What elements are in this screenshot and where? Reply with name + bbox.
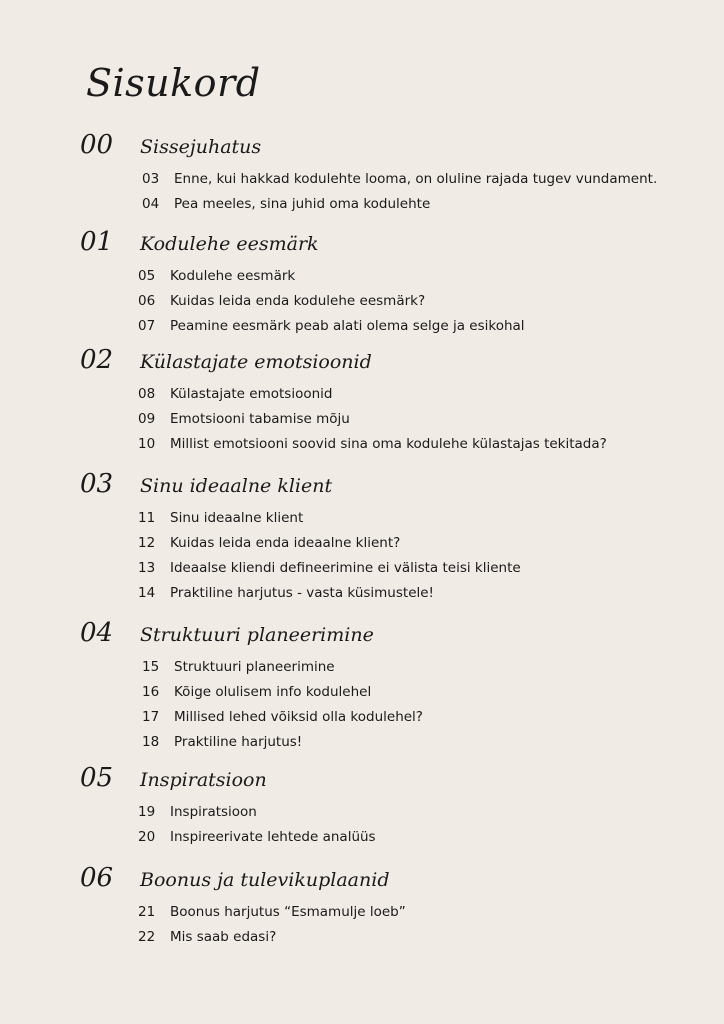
- section-01: [80, 229, 700, 338]
- section-header: [80, 471, 700, 505]
- page-number: 22: [138, 928, 156, 945]
- section-number: 06: [80, 863, 114, 893]
- page-number: 13: [138, 559, 156, 576]
- toc-item[interactable]: [138, 530, 700, 555]
- item-title: Kuidas leida enda kodulehe eesmärk?: [170, 292, 426, 309]
- toc-item[interactable]: [138, 580, 700, 605]
- page-number: 15: [142, 658, 160, 675]
- page-number: 03: [142, 170, 160, 187]
- section-06: [80, 865, 700, 949]
- item-title: Emotsiooni tabamise mõju: [170, 410, 350, 427]
- section-title: Kodulehe eesmärk: [140, 233, 319, 255]
- toc-item[interactable]: [138, 799, 700, 824]
- toc-item[interactable]: [142, 729, 700, 754]
- section-number: 02: [80, 345, 114, 375]
- page-number: 08: [138, 385, 156, 402]
- section-03: [80, 471, 700, 605]
- page-number: 05: [138, 267, 156, 284]
- section-title: Struktuuri planeerimine: [140, 624, 374, 646]
- toc-item[interactable]: [138, 288, 700, 313]
- section-00: [80, 132, 700, 216]
- toc-item[interactable]: [138, 505, 700, 530]
- page-number: 12: [138, 534, 156, 551]
- page-number: 14: [138, 584, 156, 601]
- section-04: [80, 620, 700, 754]
- section-header: [80, 229, 700, 263]
- page-number: 21: [138, 903, 156, 920]
- item-title: Inspiratsioon: [170, 803, 257, 820]
- toc-item[interactable]: [138, 263, 700, 288]
- section-number: 01: [80, 227, 114, 257]
- page-number: 17: [142, 708, 160, 725]
- section-header: [80, 132, 700, 166]
- item-title: Sinu ideaalne klient: [170, 509, 304, 526]
- item-title: Kodulehe eesmärk: [170, 267, 296, 284]
- page-number: 16: [142, 683, 160, 700]
- toc-item[interactable]: [142, 654, 700, 679]
- item-title: Peamine eesmärk peab alati olema selge ja esikohal: [170, 317, 525, 334]
- section-title: Sissejuhatus: [140, 136, 262, 158]
- section-02: [80, 347, 700, 456]
- toc-item[interactable]: [138, 555, 700, 580]
- toc-item[interactable]: [138, 406, 700, 431]
- item-title: Kõige olulisem info kodulehel: [174, 683, 372, 700]
- section-number: 04: [80, 618, 114, 648]
- section-05: [80, 765, 700, 849]
- section-header: [80, 765, 700, 799]
- item-title: Kuidas leida enda ideaalne klient?: [170, 534, 401, 551]
- toc-item[interactable]: [138, 431, 700, 456]
- toc-item[interactable]: [138, 313, 700, 338]
- section-title: Inspiratsioon: [140, 769, 267, 791]
- section-number: 00: [80, 130, 114, 160]
- toc-item[interactable]: [142, 191, 700, 216]
- page-number: 20: [138, 828, 156, 845]
- item-title: Pea meeles, sina juhid oma kodulehte: [174, 195, 431, 212]
- item-title: Praktiline harjutus - vasta küsimustele!: [170, 584, 434, 601]
- item-title: Inspireerivate lehtede analüüs: [170, 828, 376, 845]
- item-title: Ideaalse kliendi defineerimine ei välista teisi kliente: [170, 559, 521, 576]
- section-number: 05: [80, 763, 114, 793]
- item-title: Külastajate emotsioonid: [170, 385, 333, 402]
- page-number: 07: [138, 317, 156, 334]
- page-number: 04: [142, 195, 160, 212]
- toc-item[interactable]: [142, 679, 700, 704]
- section-header: [80, 620, 700, 654]
- item-title: Boonus harjutus “Esmamulje loeb”: [170, 903, 406, 920]
- section-header: [80, 865, 700, 899]
- toc-item[interactable]: [138, 924, 700, 949]
- page-number: 19: [138, 803, 156, 820]
- item-title: Praktiline harjutus!: [174, 733, 303, 750]
- item-title: Millist emotsiooni soovid sina oma kodulehe külastajas tekitada?: [170, 435, 607, 452]
- page-number: 18: [142, 733, 160, 750]
- page-number: 06: [138, 292, 156, 309]
- page-number: 09: [138, 410, 156, 427]
- page-number: 11: [138, 509, 156, 526]
- item-title: Struktuuri planeerimine: [174, 658, 335, 675]
- item-title: Millised lehed võiksid olla kodulehel?: [174, 708, 423, 725]
- page-number: 10: [138, 435, 156, 452]
- item-title: Mis saab edasi?: [170, 928, 277, 945]
- item-title: Enne, kui hakkad kodulehte looma, on oluline rajada tugev vundament.: [174, 170, 658, 187]
- toc-item[interactable]: [138, 381, 700, 406]
- section-header: [80, 347, 700, 381]
- page-title: Sisukord: [86, 61, 261, 105]
- toc-item[interactable]: [142, 166, 700, 191]
- section-title: Boonus ja tulevikuplaanid: [140, 869, 390, 891]
- section-title: Külastajate emotsioonid: [140, 351, 372, 373]
- section-title: Sinu ideaalne klient: [140, 475, 333, 497]
- toc-item[interactable]: [142, 704, 700, 729]
- section-number: 03: [80, 469, 114, 499]
- toc-item[interactable]: [138, 899, 700, 924]
- toc-item[interactable]: [138, 824, 700, 849]
